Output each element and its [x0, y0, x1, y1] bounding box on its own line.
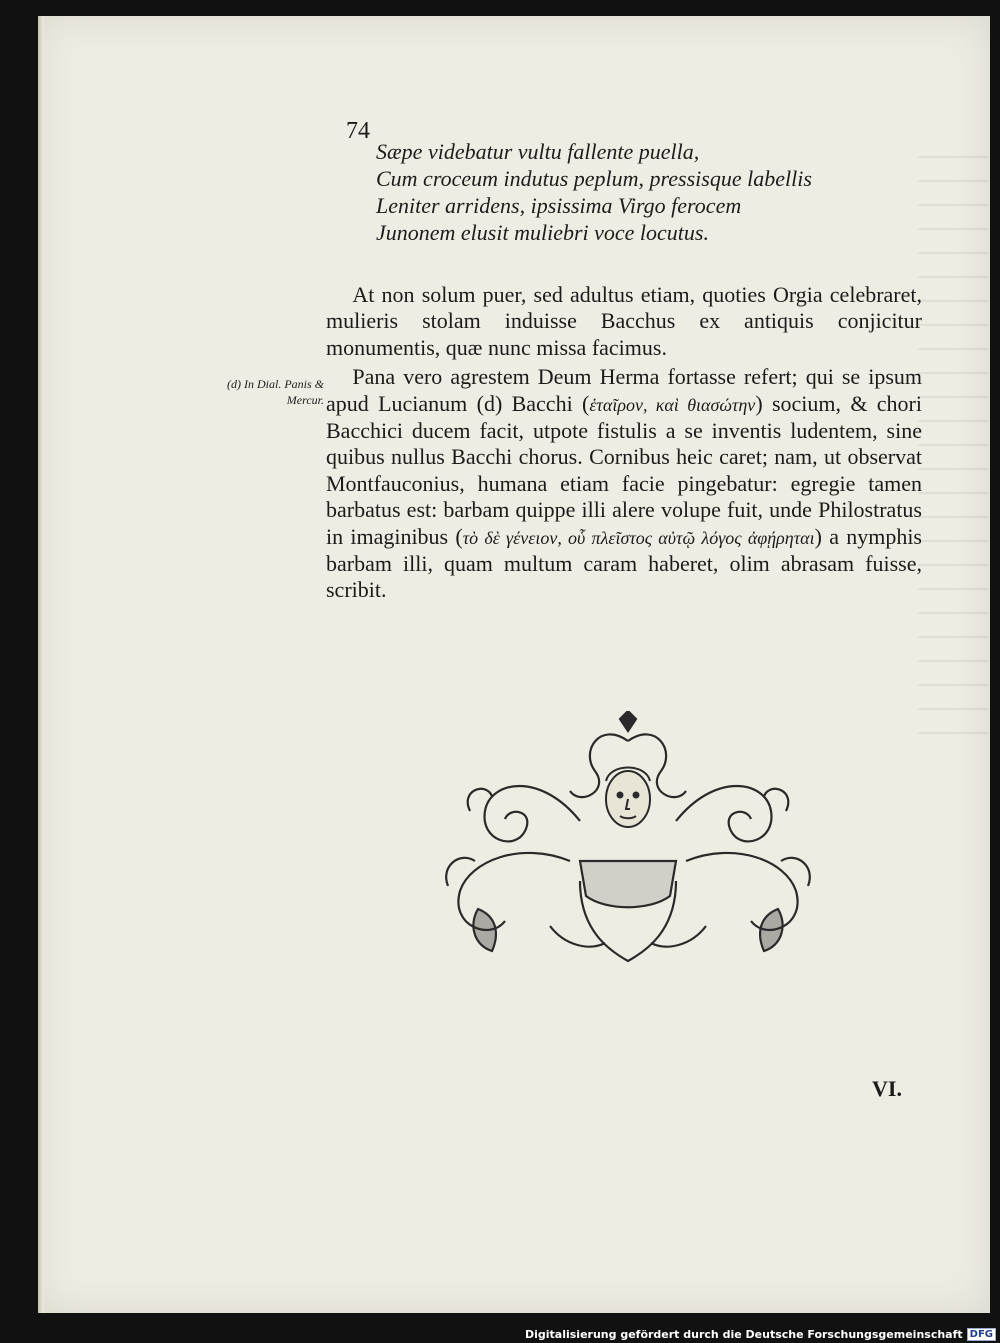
paragraph-1: At non solum puer, sed adultus etiam, quoties Orgia celebraret, mulieris stolam induisse Bacchus ex antiquis conjicitur monumentis, quæ nunc missa facimus.	[326, 282, 922, 360]
greek-quotation-2: τὸ δὲ γένειον, οὗ πλεῖστος αὐτῷ λόγος ἀφῄρηται	[462, 527, 815, 548]
catchword: VI.	[872, 1076, 902, 1101]
dfg-logo: DFG	[967, 1328, 996, 1341]
poem-line: Leniter arridens, ipsissima Virgo ferocem	[376, 193, 742, 218]
greek-quotation-1: ἑταῖρον, καὶ θιασώτην	[589, 394, 756, 415]
poem-line: Junonem elusit muliebri voce locutus.	[376, 220, 709, 245]
credit-text: Digitalisierung gefördert durch die Deutsche Forschungsgemeinschaft	[524, 1328, 963, 1341]
paragraph-2-part-2: ) socium, & chori Bacchici ducem facit, utpote fistulis a se inventis ludentem, sine quibus nullus Bacchi chorus. Cornibus heic caret; nam, ut observat Montfauconius, humana etiam facie pingebatur: egregie tamen barbatus est: barbam quippe illi alere volupe fuit, unde Philostratus in imaginibus (	[326, 390, 922, 549]
book-page	[38, 16, 990, 1313]
digitization-credit	[525, 1328, 996, 1341]
poem-line: Sæpe videbatur vultu fallente puella,	[376, 139, 700, 164]
paragraph-2-part-3: ) a nymphis barbam illi, quam multum caram haberet, olim abrasam fuisse, scribit.	[326, 523, 922, 603]
marginal-footnote: (d) In Dial. Panis & Mercur.	[227, 377, 324, 407]
page-number: 74	[346, 118, 370, 144]
show-through-text	[918, 156, 988, 756]
poem-line: Cum croceum indutus peplum, pressisque labellis	[376, 166, 812, 191]
paragraph-2-part-1: Pana vero agrestem Deum Herma fortasse refert; qui se ipsum apud Lucianum (d) Bacchi (	[326, 364, 922, 416]
body-text	[326, 282, 922, 604]
mascaron-face	[606, 768, 650, 828]
page-gutter-shadow	[38, 16, 44, 1313]
paragraph-2	[326, 364, 922, 604]
poem-quotation	[376, 138, 936, 246]
baroque-ornament-vignette	[430, 711, 826, 971]
